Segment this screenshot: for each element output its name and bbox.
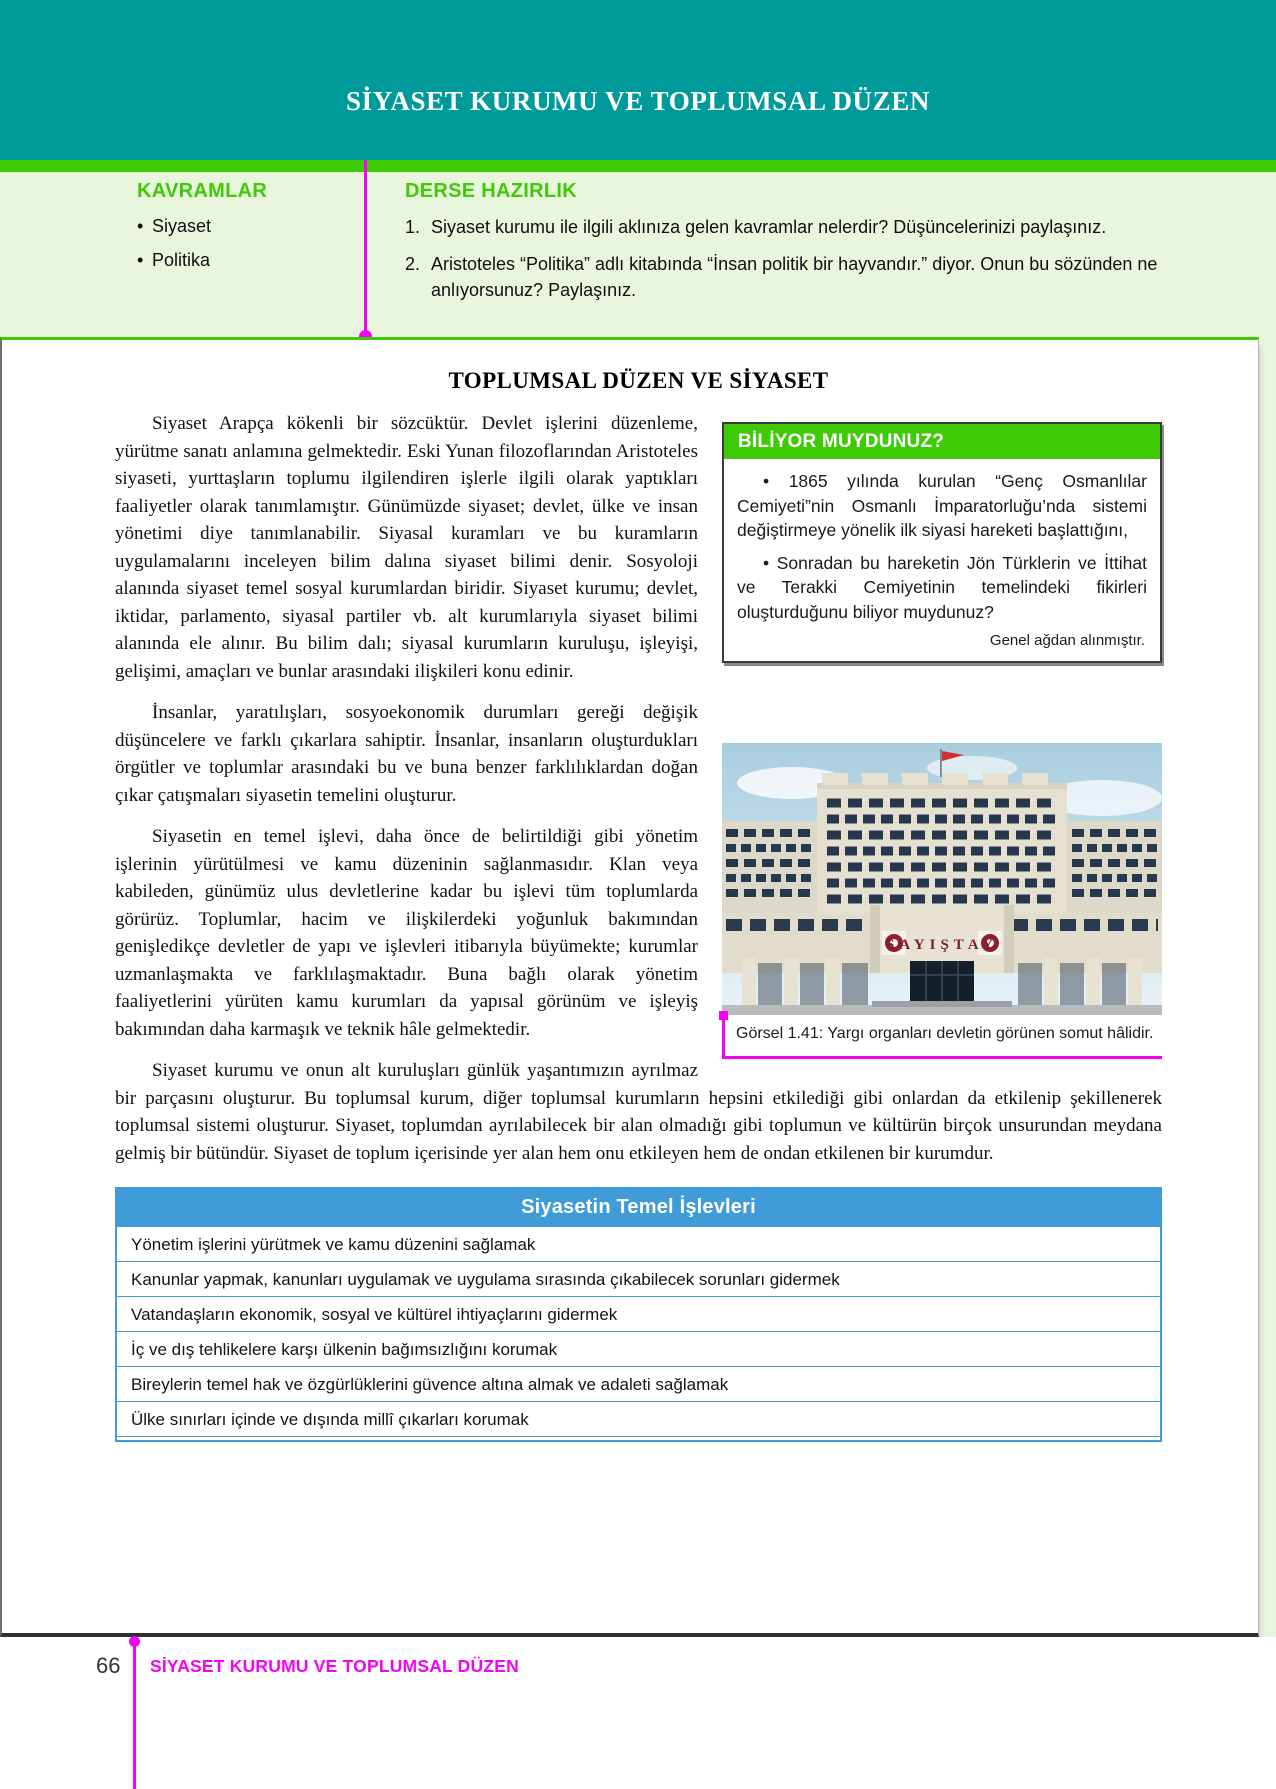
- functions-table-title: Siyasetin Temel İşlevleri: [117, 1189, 1160, 1227]
- magenta-divider-line: [364, 160, 367, 337]
- did-you-know-body: [724, 459, 1160, 661]
- table-row: Bireylerin temel hak ve özgürlüklerini güvence altına almak ve adaleti sağlamak: [116, 1370, 1161, 1402]
- chapter-title: SİYASET KURUMU VE TOPLUMSAL DÜZEN: [346, 86, 930, 116]
- bullet-icon: •: [137, 216, 144, 236]
- table-row: Yönetim işlerini yürütmek ve kamu düzenini sağlamak: [116, 1230, 1161, 1262]
- functions-table: [115, 1187, 1162, 1442]
- did-you-know-item: [737, 551, 1147, 625]
- question-text: Aristoteles “Politika” adlı kitabında “İnsan politik bir hayvandır.” diyor. Onun bu sözünden ne anlıyorsunuz? Paylaşınız.: [431, 254, 1158, 300]
- figure-block: [722, 743, 1162, 1059]
- did-you-know-text: 1865 yılında kurulan “Genç Osmanlılar Cemiyeti”nin Osmanlı İmparatorluğu’nda sistemi değiştirmeye yönelik ilk siyasi hareketi başlattığını,: [737, 471, 1147, 540]
- lesson-prep-section: [0, 172, 1276, 337]
- article-paragraph: Siyasetin en temel işlevi, daha önce de belirtildiği gibi yönetim işlerinin yürütülmesi ve kamu düzeninin sağlanmasıdır. Klan veya kabileden, günümüz ulus devletlerine kadar bu işlevi tüm toplumlarda görürüz. Toplumlar, hacim ve ilişkilerdeki yoğunluk bakımından genişledikçe devletler de yapı ve işlevleri itibarıyla büyümekte; kurumlar uzmanlaşmakta ve farklılaşmaktadır. Buna bağlı olarak yönetim faaliyetlerini yürüten kamu kurumları da yapısal görünüm ve işleyiş bakımından daha karmaşık ve teknik hâle gelmektedir.: [115, 826, 698, 1040]
- article-paragraph: Siyaset kurumu ve onun alt kuruluşları günlük yaşantımızın ayrılmaz bir parçasını oluşturur. Bu toplumsal kurum, diğer toplumsal kurumların hepsini etkilediği gibi onlardan da etkilenip şekillenerek toplumsal sistemi oluşturur. Siyaset, toplumdan ayrılabilecek bir alan olmadığı gibi toplumun ve kültürün birçok unsurundan meydana gelmiş bir bütündür. Siyaset de toplum içerisinde yer alan hem onu etkileyen hem de ondan etkilenen bir kurumdur.: [115, 1060, 1162, 1164]
- article-title: TOPLUMSAL DÜZEN VE SİYASET: [448, 368, 829, 393]
- magenta-corner-dot: [719, 1011, 728, 1020]
- figure-caption: Görsel 1.41: Yargı organları devletin görünen somut hâlidir.: [736, 1025, 1154, 1042]
- footer-chapter-title: SİYASET KURUMU VE TOPLUMSAL DÜZEN: [150, 1656, 519, 1676]
- figure-caption-frame: [722, 1015, 1162, 1059]
- did-you-know-box: [722, 422, 1162, 663]
- article-paragraph: Siyaset Arapça kökenli bir sözcüktür. Devlet işlerini düzenleme, yürütme sanatı anlamına gelmektedir. Eski Yunan filozoflarından Aristoteles siyaseti, yurttaşların toplumu ilgilendiren işlerle ilgili olarak yaptıkları faaliyetler olarak tanımlamıştır. Günümüzde siyaset; devlet, ülke ve insan yönetimi diye tanımlanabilir. Siyasal kuramları ve bu kuramların uygulamalarını inceleyen bilim dalına siyaset bilimi denir. Sosyoloji alanında siyaset temel sosyal kurumlardan biridir. Siyaset kurumu; devlet, iktidar, parlamento, siyasal partiler vb. alt kurumlarıyla siyaset bilimi alanında ele alınır. Bu bilim dalı; siyasal kurumların kuruluşu, işleyişi, gelişimi, amaçları ve bunlar arasındaki ilişkileri konu edinir.: [115, 413, 698, 682]
- right-column: [722, 422, 1162, 1059]
- bullet-icon: •: [763, 471, 770, 491]
- concept-label: Siyaset: [152, 216, 212, 236]
- article-paragraph: İnsanlar, yaratılışları, sosyoekonomik durumları gereği değişik düşüncelere ve farklı çıkarlara sahiptir. İnsanlar, insanların oluşturdukları örgütler ve toplumlar arasındaki bu ve buna benzer farklılıklardan doğan çıkar çatışmaları siyasetin temelini oluşturur.: [115, 702, 698, 806]
- did-you-know-heading: BİLİYOR MUYDUNUZ?: [724, 424, 1160, 459]
- source-note: Genel ağdan alınmıştır.: [989, 632, 1145, 649]
- green-stripe: [0, 160, 1276, 172]
- concept-label: Politika: [152, 250, 211, 270]
- concepts-block: [137, 180, 347, 271]
- prep-question: [405, 251, 1175, 303]
- did-you-know-text: Sonradan bu hareketin Jön Türklerin ve İttihat ve Terakki Cemiyetinin temelindeki fikirleri oluşturduğunu biliyor muydunuz?: [737, 552, 1147, 622]
- table-row: İç ve dış tehlikelere karşı ülkenin bağımsızlığını korumak: [116, 1335, 1161, 1367]
- concepts-heading: KAVRAMLAR: [137, 180, 268, 202]
- magenta-footer-dot: [129, 1636, 140, 1647]
- bullet-icon: •: [137, 250, 144, 270]
- question-number: 1.: [405, 217, 421, 237]
- table-row: Kanunlar yapmak, kanunları uygulamak ve uygulama sırasında çıkabilecek sorunları gidermek: [116, 1265, 1161, 1297]
- question-text: Siyaset kurumu ile ilgili aklınıza gelen kavramlar nelerdir? Düşüncelerinizi paylaşınız.: [431, 217, 1107, 237]
- did-you-know-item: [737, 469, 1147, 543]
- magenta-footer-line: [133, 1637, 136, 1789]
- table-row: Vatandaşların ekonomik, sosyal ve kültürel ihtiyaçlarını gidermek: [116, 1300, 1161, 1332]
- question-number: 2.: [405, 254, 421, 274]
- page-number: 66: [96, 1653, 121, 1678]
- sayistay-building-photo: [722, 743, 1162, 1015]
- lesson-prep-block: [405, 180, 1175, 303]
- building-sign-text: SAYIŞTAY: [886, 937, 998, 953]
- page-footer: [0, 1637, 1276, 1789]
- concept-item: [137, 216, 347, 237]
- bullet-icon: •: [763, 552, 770, 573]
- chapter-banner: [0, 0, 1276, 160]
- lesson-prep-heading: DERSE HAZIRLIK: [405, 180, 577, 202]
- prep-question: [405, 214, 1175, 240]
- table-row: Ülke sınırları içinde ve dışında millî çıkarları korumak: [116, 1405, 1161, 1437]
- concept-item: [137, 250, 347, 271]
- main-content-box: [0, 337, 1259, 1637]
